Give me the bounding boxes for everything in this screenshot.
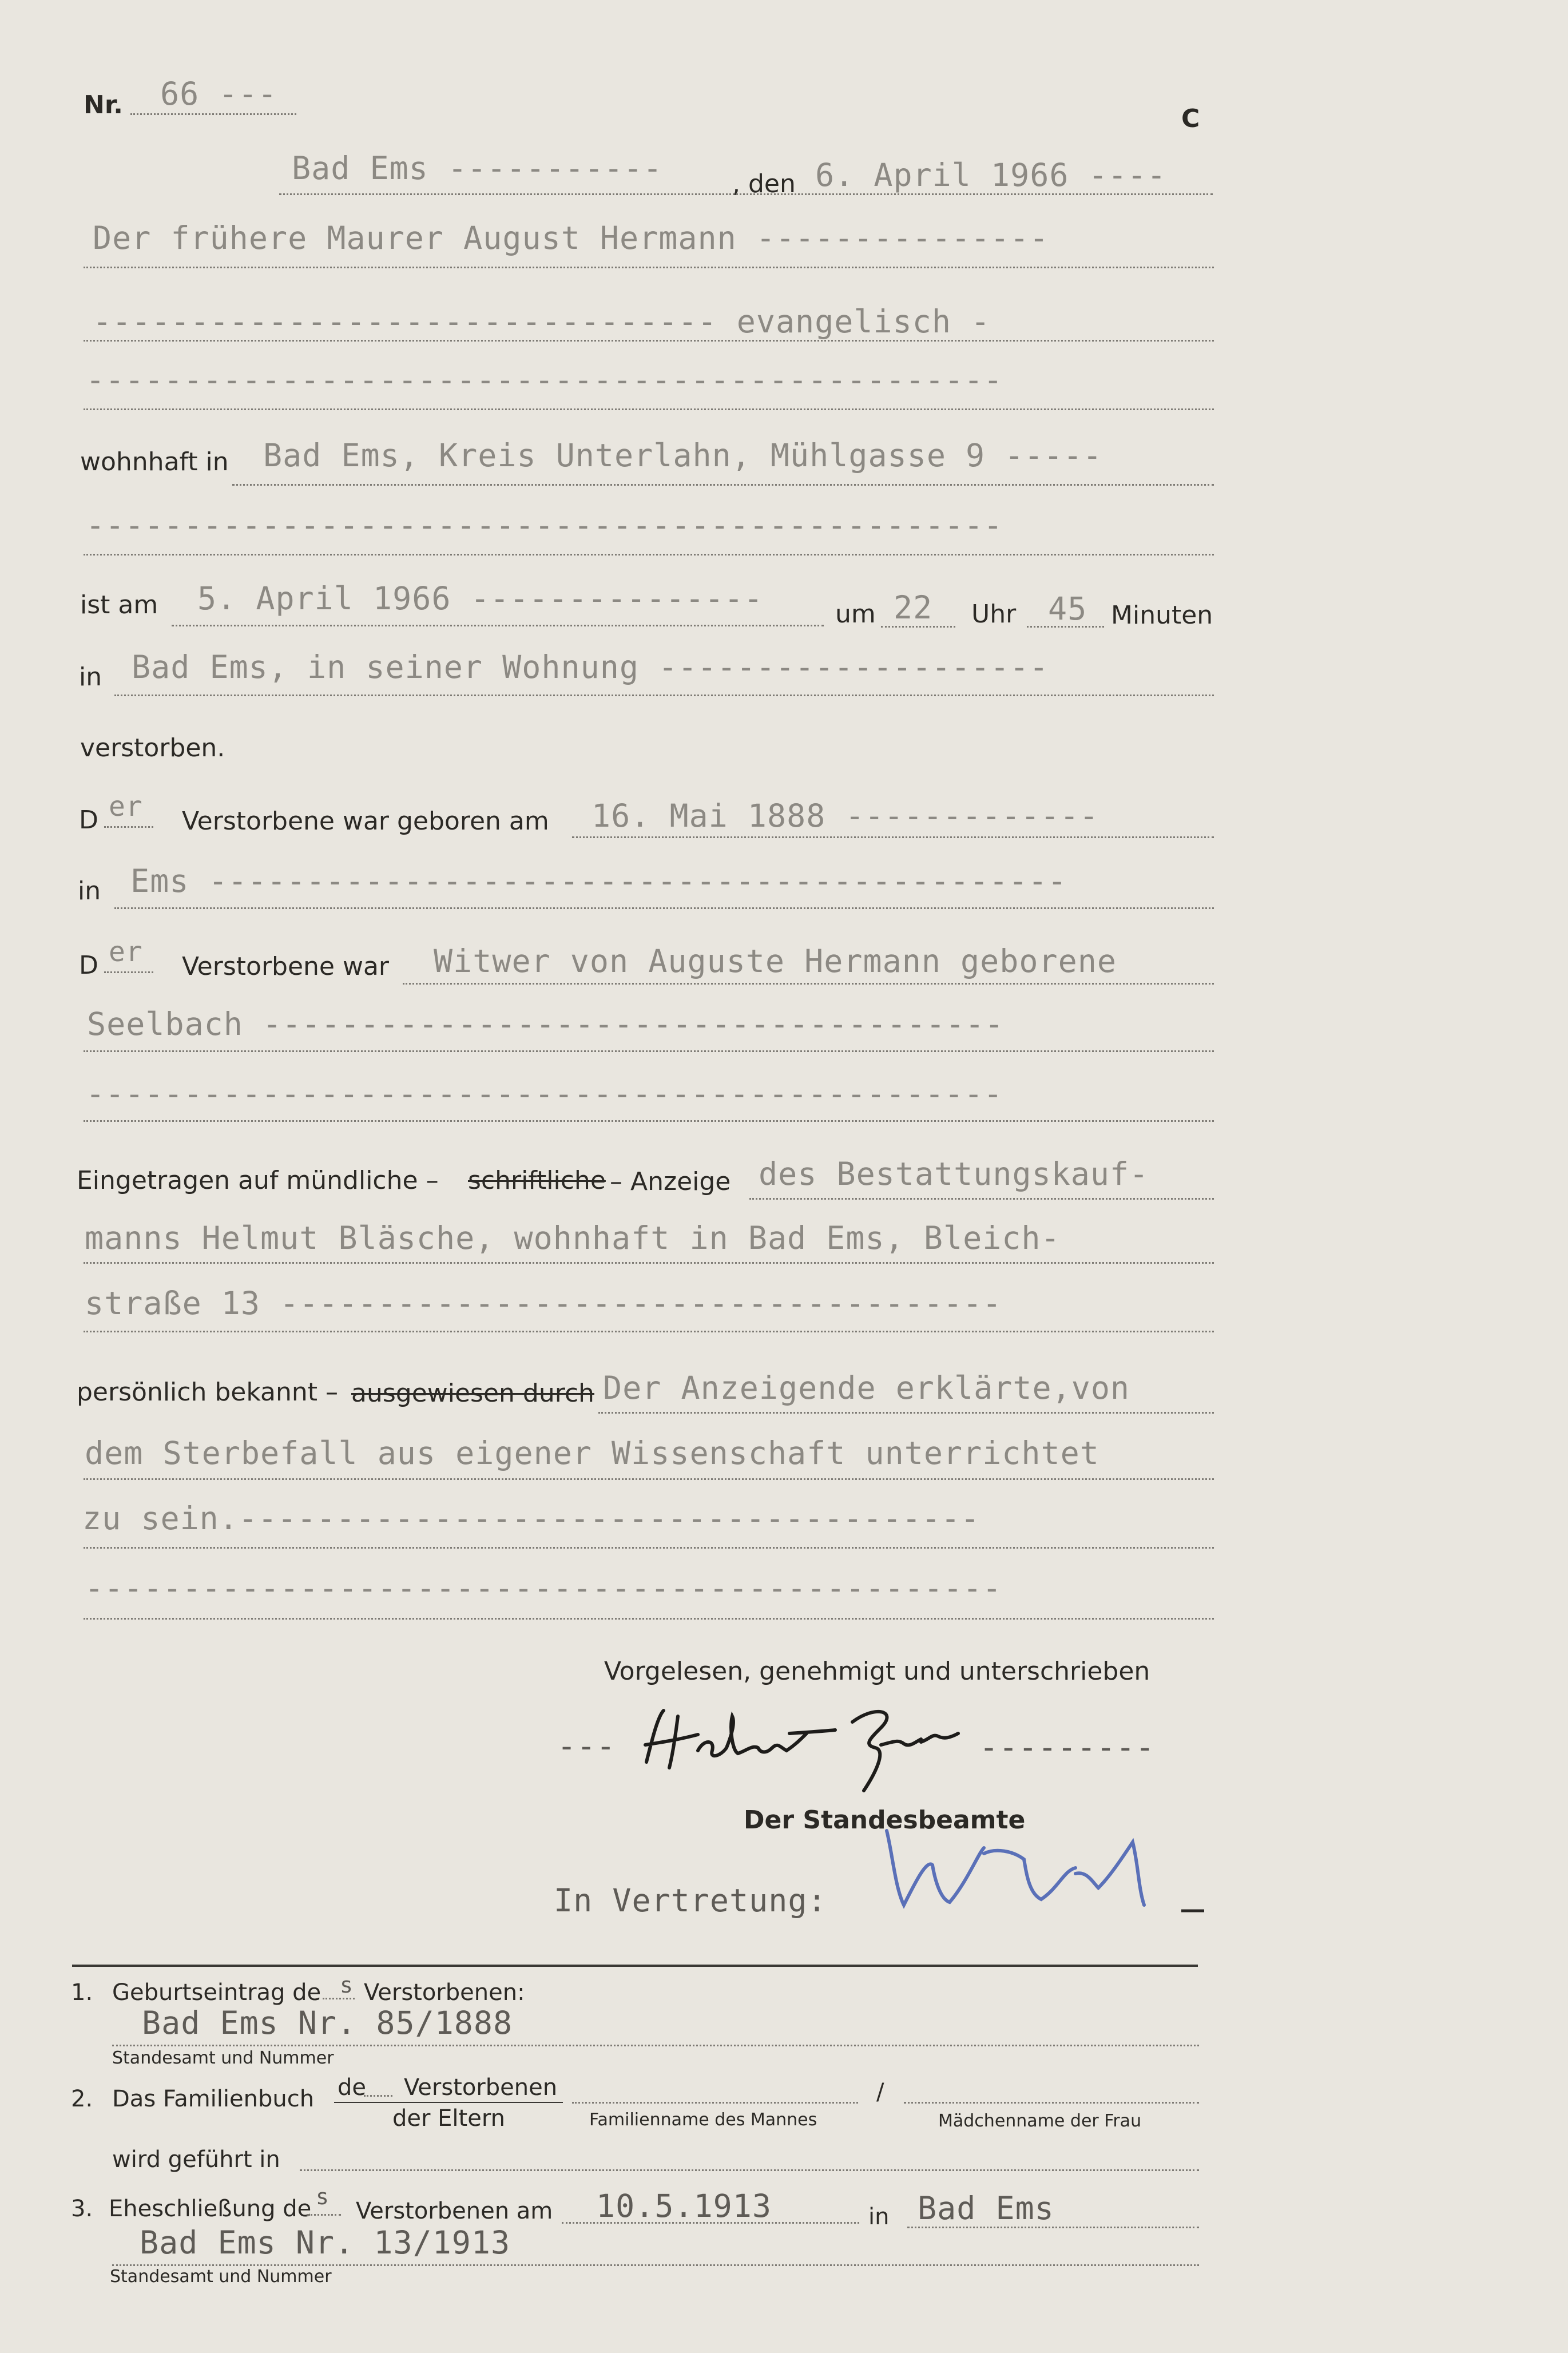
standesbeamte-label: Der Standesbeamte	[744, 1806, 1026, 1835]
de-label: de	[338, 2074, 366, 2101]
rule	[334, 2102, 563, 2103]
dotline	[104, 971, 153, 973]
marriage-register-number: Bad Ems Nr. 13/1913	[140, 2224, 511, 2261]
dotline	[84, 554, 1214, 555]
dotline	[84, 408, 1214, 410]
in-label: in	[868, 2204, 890, 2230]
dotline	[114, 695, 1214, 696]
dotline	[84, 1478, 1214, 1480]
informant-line-3: straße 13 -------------------------------------	[85, 1285, 1002, 1322]
dotline	[749, 1198, 1214, 1200]
marital-status-2: Seelbach --------------------------------------	[87, 1006, 1005, 1042]
nr-dotline	[130, 113, 296, 115]
gefuehrt-label: wird geführt in	[112, 2146, 280, 2173]
dotline	[84, 1618, 1214, 1620]
minuten-label: Minuten	[1111, 601, 1213, 630]
dotline	[104, 826, 153, 828]
entry-number: 66 ---	[160, 76, 277, 112]
in-label: in	[79, 662, 102, 692]
deceased-line-3: -----------------------------------------------	[86, 362, 1003, 398]
dotline	[307, 2214, 341, 2216]
standesamt-label: Standesamt und Nummer	[112, 2048, 334, 2068]
verstorbenen-colon: Verstorbenen:	[364, 1979, 525, 2006]
registration-date: 6. April 1966 ----	[815, 157, 1167, 193]
dotline	[112, 2264, 1199, 2266]
dotline	[84, 1050, 1214, 1052]
statement-line-4: -----------------------------------------------	[85, 1570, 1002, 1606]
verstorbenen-label: Verstorbenen	[404, 2074, 558, 2101]
d-label: D	[79, 951, 98, 980]
dotline	[598, 1412, 1214, 1414]
note-3-number: 3.	[71, 2196, 93, 2222]
dotline	[172, 625, 824, 626]
familienname-label: Familienname des Mannes	[589, 2110, 817, 2130]
marital-status-3: -----------------------------------------------	[86, 1076, 1003, 1112]
place-of-registration: Bad Ems -----------	[292, 150, 663, 187]
birth-place: Ems --------------------------------------------	[130, 863, 1067, 899]
ausgewiesen-struck: ausgewiesen durch	[351, 1379, 594, 1408]
schriftliche-struck: schriftliche	[468, 1166, 606, 1195]
informant-line-2: manns Helmut Bläsche, wohnhaft in Bad Ems, Bleich-	[85, 1220, 1061, 1256]
dotline	[84, 340, 1214, 342]
dotline	[114, 907, 1214, 909]
vertretung-label: In Vertretung:	[554, 1882, 827, 1919]
article-suffix: er	[109, 936, 143, 968]
deceased-line-1: Der frühere Maurer August Hermann ---------------	[93, 220, 1049, 256]
dotline	[904, 2102, 1199, 2104]
birth-register-number: Bad Ems Nr. 85/1888	[142, 2005, 513, 2041]
der-eltern-label: der Eltern	[392, 2105, 505, 2132]
dotline	[232, 484, 1214, 486]
deceased-line-2: -------------------------------- evangelisch -	[93, 303, 991, 340]
informant-line-1: des Bestattungskauf-	[759, 1156, 1149, 1192]
date-dotline	[279, 193, 1213, 195]
in-label: in	[78, 876, 101, 906]
uhr-label: Uhr	[971, 600, 1017, 629]
nr-label: Nr.	[84, 90, 123, 120]
dotline	[84, 267, 1214, 268]
eheschliessung-suffix: s	[316, 2184, 330, 2209]
statement-line-2: dem Sterbefall aus eigener Wissenschaft unterrichtet	[85, 1435, 1099, 1471]
wohnhaft-label: wohnhaft in	[80, 447, 229, 477]
dotline	[84, 1331, 1214, 1332]
maedchenname-label: Mädchenname der Frau	[938, 2111, 1142, 2131]
bekannt-label: persönlich bekannt –	[77, 1378, 339, 1407]
geburtseintrag-label: Geburtseintrag de	[112, 1979, 321, 2006]
residence-address-cont: -----------------------------------------------	[86, 507, 1003, 543]
note-1-number: 1.	[71, 1979, 93, 2006]
um-label: um	[835, 600, 876, 629]
death-minutes: 45	[1048, 590, 1087, 627]
eheschliessung-label: Eheschließung de	[109, 2196, 312, 2222]
verstorben-label: verstorben.	[80, 733, 225, 763]
statement-line-3: zu sein.--------------------------------------	[82, 1500, 981, 1537]
dotline	[403, 983, 1214, 985]
residence-address: Bad Ems, Kreis Unterlahn, Mühlgasse 9 -----	[263, 437, 1102, 474]
eingetragen-label: Eingetragen auf mündliche –	[77, 1166, 439, 1195]
dotline	[572, 2102, 858, 2104]
anzeige-label: – Anzeige	[610, 1167, 731, 1196]
informant-sig-dashes-right: ---------	[979, 1729, 1156, 1765]
slash: /	[876, 2079, 884, 2105]
geboren-label: Verstorbene war geboren am	[182, 807, 549, 836]
standesamt-label: Standesamt und Nummer	[110, 2267, 332, 2287]
note-2-number: 2.	[71, 2086, 93, 2112]
verstorbene-war-label: Verstorbene war	[182, 952, 390, 981]
official-signature	[870, 1819, 1213, 1922]
familienbuch-label: Das Familienbuch	[112, 2086, 315, 2112]
dotline	[907, 2227, 1199, 2228]
d-label: D	[79, 806, 98, 835]
dotline	[84, 1262, 1214, 1264]
ist-am-label: ist am	[80, 590, 158, 620]
death-hour: 22	[894, 589, 933, 626]
marriage-date: 10.5.1913	[596, 2188, 772, 2224]
dotline	[1027, 626, 1104, 628]
dotline	[112, 2045, 1199, 2046]
footnote-divider	[72, 1965, 1198, 1967]
dotline	[562, 2222, 859, 2224]
verstorbenen-am-label: Verstorbenen am	[356, 2198, 553, 2224]
marital-status: Witwer von Auguste Hermann geborene	[434, 943, 1117, 979]
vorgelesen-label: Vorgelesen, genehmigt und unterschrieben	[604, 1657, 1150, 1686]
death-place: Bad Ems, in seiner Wohnung --------------------	[132, 649, 1049, 685]
dotline	[300, 2169, 1199, 2171]
dotline	[84, 1120, 1214, 1122]
death-date: 5. April 1966 ---------------	[197, 580, 764, 617]
den-label: , den	[732, 169, 796, 199]
dotline	[84, 1547, 1214, 1549]
statement-line-1: Der Anzeigende erklärte,von	[603, 1370, 1130, 1406]
dotline	[364, 2095, 392, 2097]
marriage-place: Bad Ems	[918, 2190, 1054, 2227]
informant-signature	[635, 1693, 972, 1802]
informant-sig-dashes-left: ---	[557, 1728, 616, 1764]
dotline	[572, 836, 1214, 838]
article-suffix: er	[109, 791, 143, 823]
form-letter: C	[1181, 104, 1200, 133]
geburtseintrag-suffix: s	[340, 1973, 354, 1998]
dotline	[881, 626, 955, 628]
dotline	[323, 1998, 355, 1999]
birth-date: 16. Mai 1888 -------------	[592, 797, 1099, 834]
